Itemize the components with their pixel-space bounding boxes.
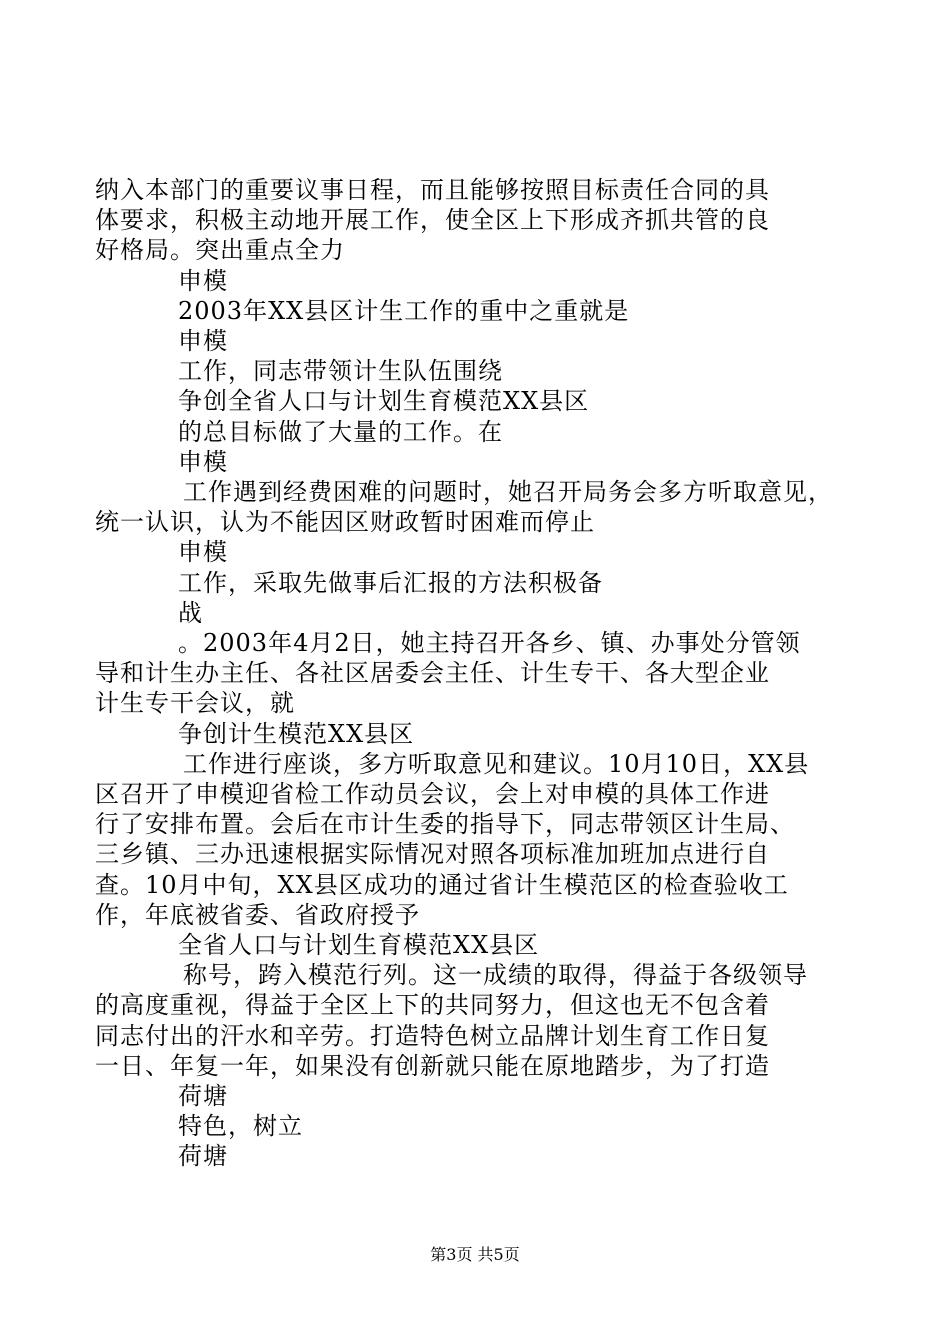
text-line: 工作遇到经费困难的问题时，她召开局务会多方听取意见，	[183, 478, 833, 506]
text-line: 荷塘	[178, 1142, 228, 1171]
text-line: 。2003年4月2日，她主持召开各乡、镇、办事处分管领	[178, 629, 801, 657]
text-line: 的高度重视，得益于全区上下的共同努力，但这也无不包含着	[95, 991, 770, 1020]
text-line: 战	[178, 598, 203, 627]
text-line: 工作，采取先做事后汇报的方法积极备	[178, 568, 603, 597]
text-line: 荷塘	[178, 1082, 228, 1110]
text-line: 纳入本部门的重要议事日程，而且能够按照目标责任合同的具	[95, 176, 770, 204]
text-line: 的总目标做了大量的工作。在	[178, 417, 503, 446]
text-line: 全省人口与计划生育模范XX县区	[178, 931, 540, 959]
text-line: 申模	[178, 538, 228, 567]
text-line: 作，年底被省委、省政府授予	[95, 900, 420, 929]
text-line: 申模	[178, 447, 228, 476]
text-line: 同志付出的汗水和辛劳。打造特色树立品牌计划生育工作日复	[95, 1021, 770, 1050]
text-line: 体要求，积极主动地开展工作，使全区上下形成齐抓共管的良	[95, 206, 770, 235]
text-line: 计生专干会议，就	[95, 689, 295, 718]
text-line: 行了安排布置。会后在市计生委的指导下，同志带领区计生局、	[95, 810, 795, 839]
text-line: 工作，同志带领计生队伍围绕	[178, 357, 503, 386]
text-line: 2003年XX县区计生工作的重中之重就是	[178, 296, 630, 325]
text-line: 申模	[178, 327, 228, 355]
text-line: 争创计生模范XX县区	[178, 719, 415, 748]
text-line: 一日、年复一年，如果没有创新就只能在原地踏步，为了打造	[95, 1051, 770, 1080]
text-line: 查。10月中旬，XX县区成功的通过省计生模范区的检查验收工	[95, 870, 789, 899]
text-line: 三乡镇、三办迅速根据实际情况对照各项标准加班加点进行自	[95, 840, 770, 869]
text-line: 好格局。突出重点全力	[95, 236, 345, 265]
text-line: 统一认识，认为不能因区财政暂时困难而停止	[95, 508, 595, 537]
text-line: 特色，树立	[178, 1112, 303, 1141]
text-line: 争创全省人口与计划生育模范XX县区	[178, 387, 590, 416]
text-line: 工作进行座谈，多方听取意见和建议。10月10日，XX县	[183, 749, 810, 778]
text-line: 申模	[178, 266, 228, 295]
text-line: 称号，跨入模范行列。这一成绩的取得，得益于各级领导	[183, 961, 808, 990]
page-footer: 第3页 共5页	[430, 1245, 520, 1264]
text-line: 区召开了申模迎省检工作动员会议，会上对申模的具体工作进	[95, 780, 770, 808]
text-line: 导和计生办主任、各社区居委会主任、计生专干、各大型企业	[95, 659, 770, 688]
